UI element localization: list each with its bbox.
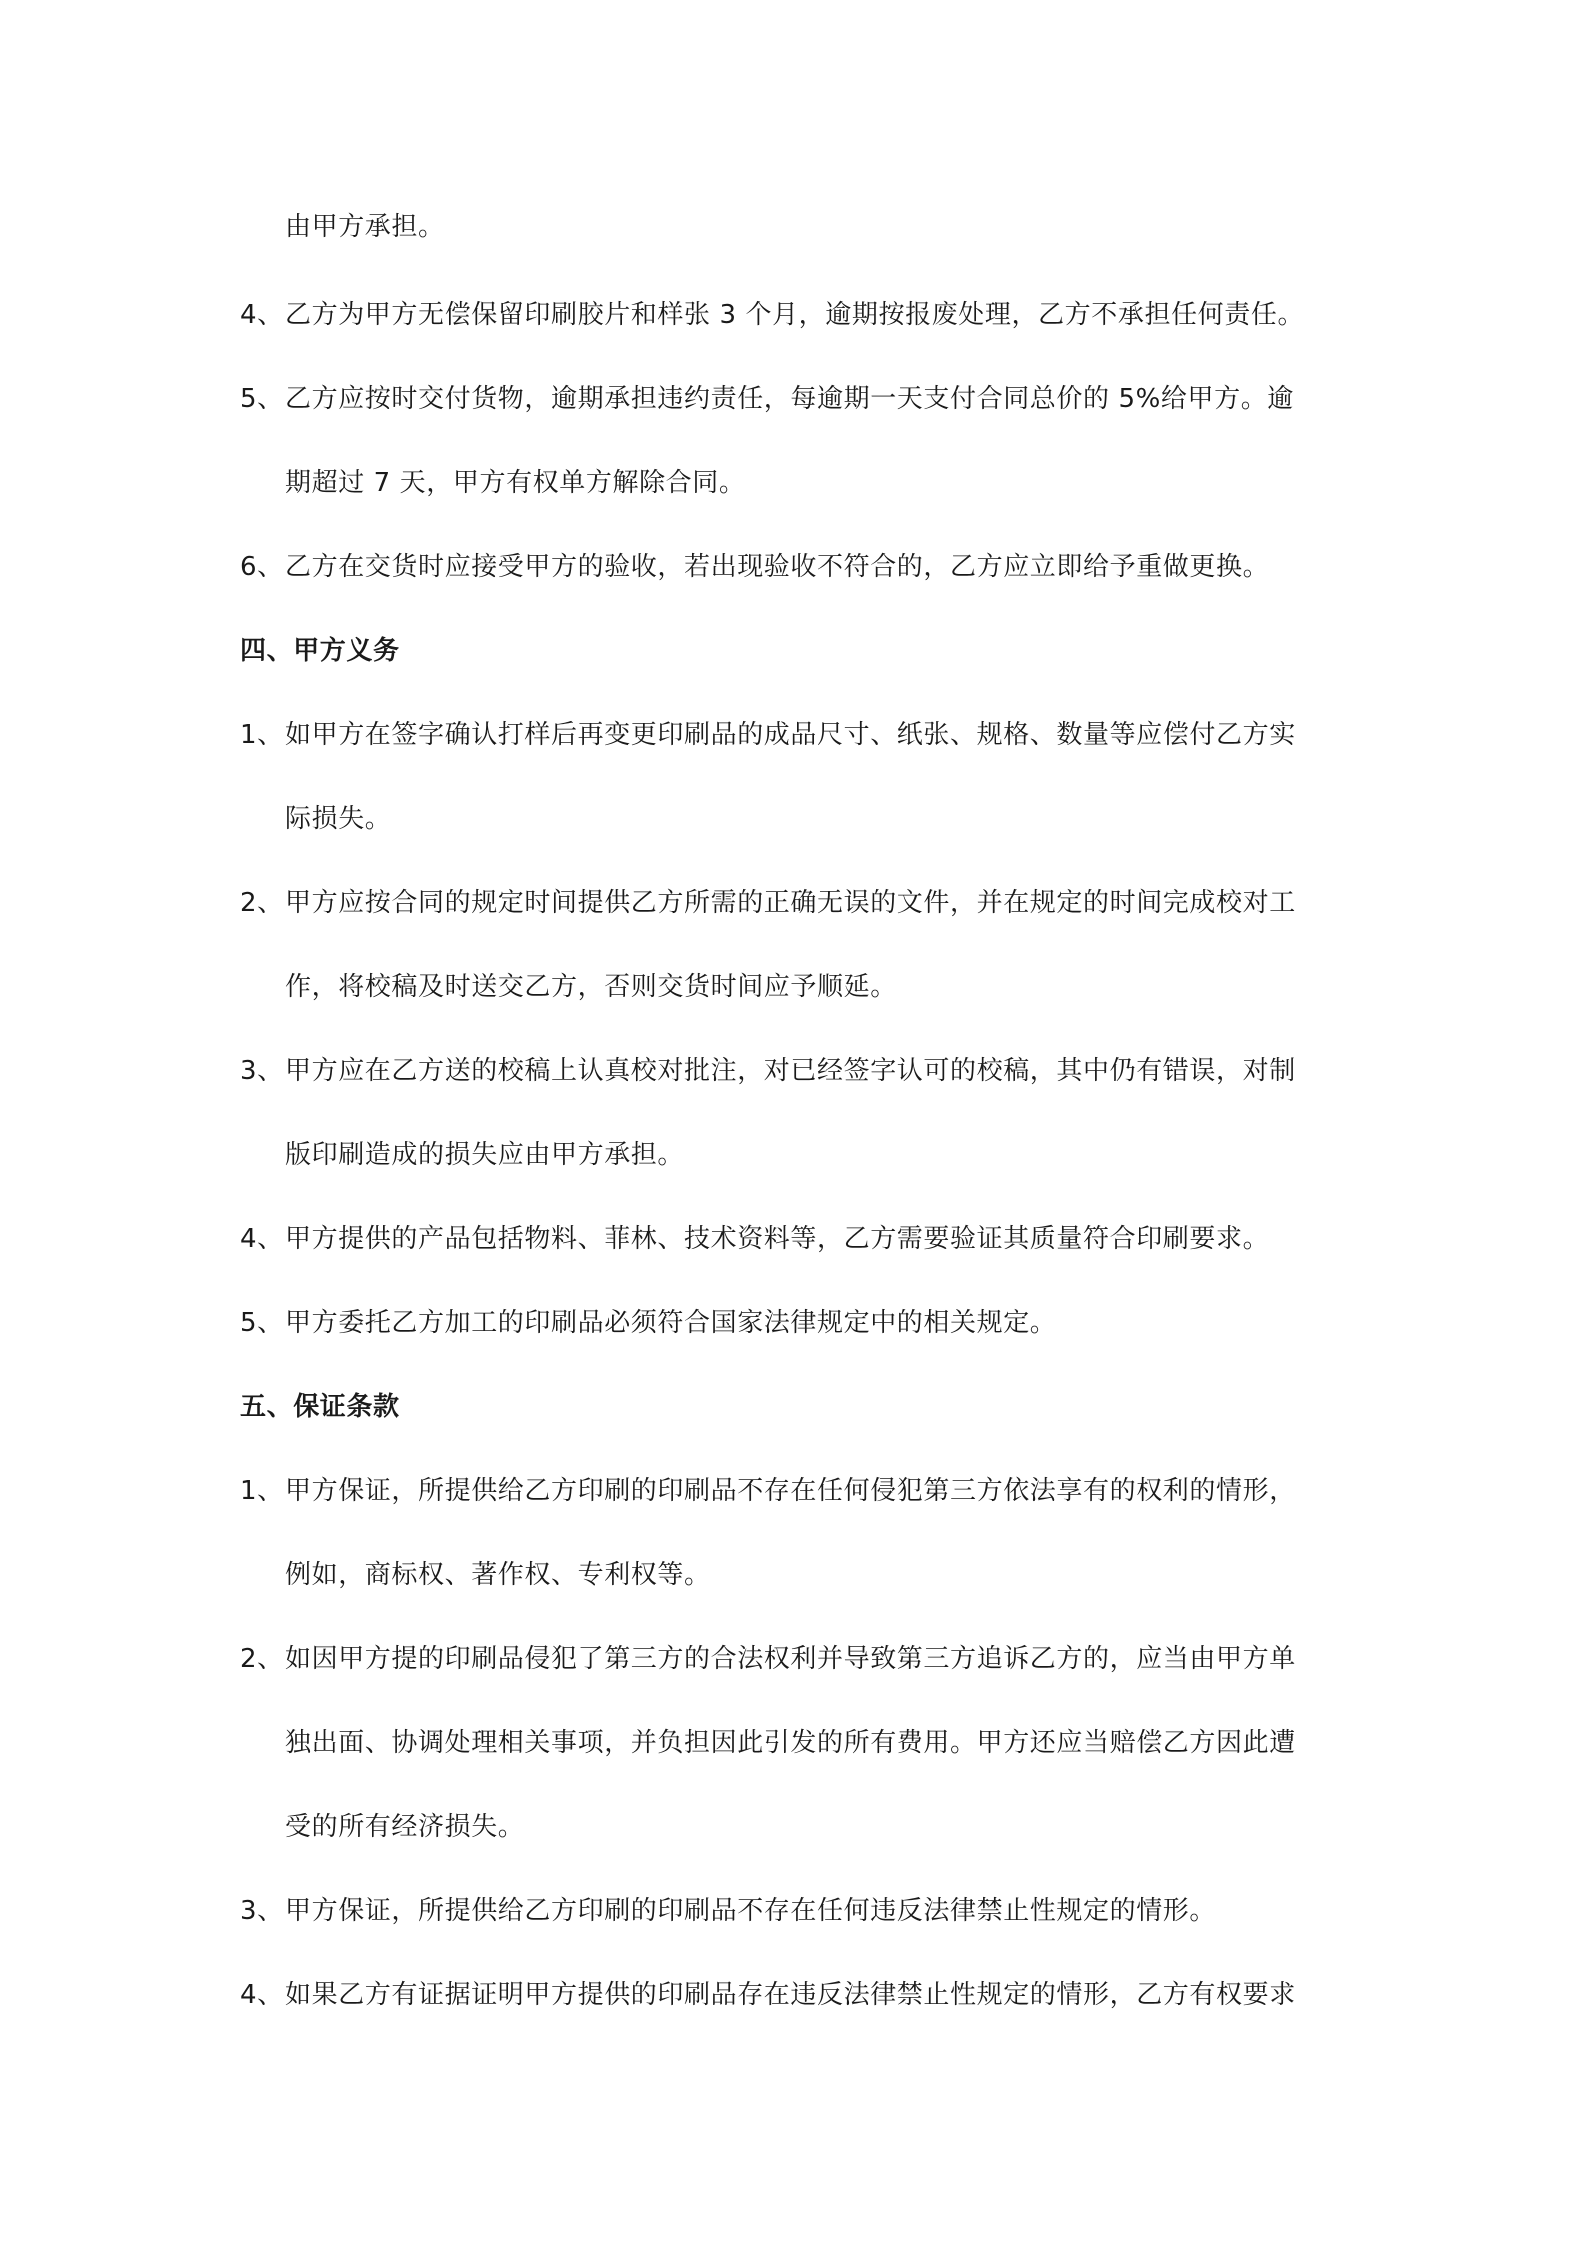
clause-text: 如甲方在签字确认打样后再变更印刷品的成品尺寸、纸张、规格、数量等应偿付乙方实 (285, 720, 1296, 750)
clause-text: 甲方保证，所提供给乙方印刷的印刷品不存在任何侵犯第三方依法享有的权利的情形， (285, 1476, 1296, 1506)
clause-text: 乙方为甲方无偿保留印刷胶片和样张 3 个月，逾期按报废处理，乙方不承担任何责任。 (285, 300, 1305, 330)
clause-text: 期超过 7 天，甲方有权单方解除合同。 (285, 468, 746, 498)
clause-number: 1、 (240, 720, 284, 750)
clause-number: 5、 (240, 384, 284, 414)
section-heading: 四、甲方义务 (240, 636, 400, 666)
clause-number: 3、 (240, 1896, 284, 1926)
clause-text: 受的所有经济损失。 (285, 1812, 525, 1842)
clause-number: 2、 (240, 888, 284, 918)
clause-text: 甲方应按合同的规定时间提供乙方所需的正确无误的文件，并在规定的时间完成校对工 (285, 888, 1296, 918)
clause-number: 1、 (240, 1476, 284, 1506)
clause-number: 4、 (240, 1224, 284, 1254)
clause-text: 例如，商标权、著作权、专利权等。 (285, 1560, 711, 1590)
clause-text: 如因甲方提的印刷品侵犯了第三方的合法权利并导致第三方追诉乙方的，应当由甲方单 (285, 1644, 1296, 1674)
clause-text: 甲方委托乙方加工的印刷品必须符合国家法律规定中的相关规定。 (285, 1308, 1057, 1338)
clause-text: 作，将校稿及时送交乙方，否则交货时间应予顺延。 (285, 972, 897, 1002)
clause-text: 独出面、协调处理相关事项，并负担因此引发的所有费用。甲方还应当赔偿乙方因此遭 (285, 1728, 1296, 1758)
clause-text: 甲方提供的产品包括物料、菲林、技术资料等，乙方需要验证其质量符合印刷要求。 (285, 1224, 1270, 1254)
clause-number: 6、 (240, 552, 284, 582)
clause-text: 乙方应按时交付货物，逾期承担违约责任，每逾期一天支付合同总价的 5%给甲方。逾 (285, 384, 1294, 414)
clause-number: 5、 (240, 1308, 284, 1338)
clause-number: 4、 (240, 1980, 284, 2010)
clause-text: 际损失。 (285, 804, 392, 834)
clause-number: 4、 (240, 300, 284, 330)
clause-text: 甲方应在乙方送的校稿上认真校对批注，对已经签字认可的校稿，其中仍有错误，对制 (285, 1056, 1296, 1086)
clause-number: 2、 (240, 1644, 284, 1674)
clause-text: 如果乙方有证据证明甲方提供的印刷品存在违反法律禁止性规定的情形，乙方有权要求 (285, 1980, 1296, 2010)
section-heading: 五、保证条款 (240, 1392, 400, 1422)
clause-text: 甲方保证，所提供给乙方印刷的印刷品不存在任何违反法律禁止性规定的情形。 (285, 1896, 1217, 1926)
clause-text: 由甲方承担。 (285, 212, 445, 242)
clause-number: 3、 (240, 1056, 284, 1086)
clause-text: 乙方在交货时应接受甲方的验收，若出现验收不符合的，乙方应立即给予重做更换。 (285, 552, 1270, 582)
clause-text: 版印刷造成的损失应由甲方承担。 (285, 1140, 685, 1170)
